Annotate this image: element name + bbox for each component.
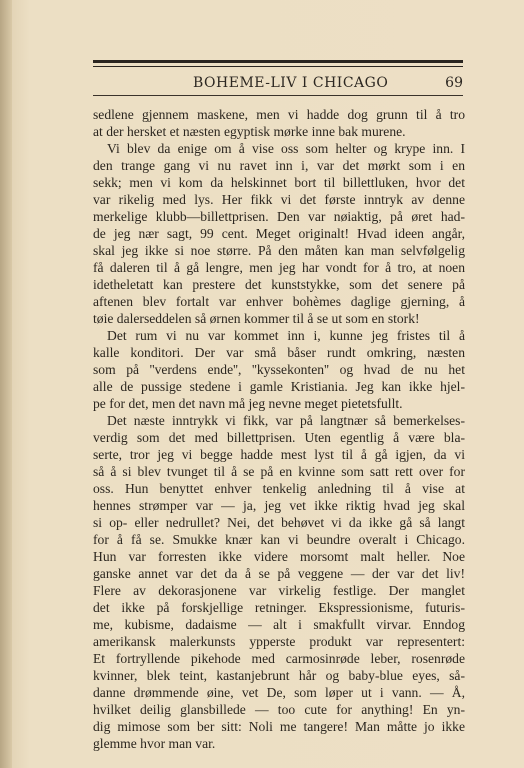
text-line: Det rum vi nu var kommet inn i, kunne jeg fristes til å <box>107 328 465 343</box>
text-line: hennes strømper var — ja, jeg vet ikke riktig hvad jeg skal <box>93 498 465 513</box>
header-rule-thin <box>93 66 463 67</box>
text-line: si op- eller nedrullet? Nei, det behøvet vi da ikke gå så langt <box>93 515 465 530</box>
text-line: sedlene gjennem maskene, men vi hadde dog grunn til å tro <box>93 107 465 122</box>
text-line: ganske annet var det da å se på veggene — der var det liv! <box>93 566 465 581</box>
text-line: var rikelig med lys. Her fikk vi det første inntryk av denne <box>93 192 465 207</box>
running-head-rule <box>93 95 463 96</box>
text-line: oss. Hun benyttet enhver tenkelig anledning til å vise at <box>93 481 465 496</box>
text-line: verdig som det med billettprisen. Uten egentlig å være bla- <box>93 430 465 445</box>
page-number: 69 <box>445 75 463 91</box>
text-line: det ikke på forskjellige retninger. Ekspressionisme, futuris- <box>93 600 465 615</box>
text-line: Flere av dekorasjonene var virkelig festlige. Der manglet <box>93 583 465 598</box>
text-line: skal jeg ikke si noe større. På den måten kan man selvfølgelig <box>93 243 465 258</box>
text-line: pe for det, men det navn må jeg nevne meget pietetsfullt. <box>93 396 403 411</box>
text-line: Hun var forresten ikke videre morsomt malt heller. Noe <box>93 549 465 564</box>
text-line: glemme hvor man var. <box>93 736 216 751</box>
running-title: BOHEME-LIV I CHICAGO <box>193 75 389 91</box>
text-line: kalle konditori. Der var små båser rundt omkring, næsten <box>93 345 465 360</box>
text-line: Et fortryllende pikehode med carmosinrøde leber, rosenrøde <box>93 651 465 666</box>
text-line: sekk; men vi kom da helskinnet bort til billettluken, hvor det <box>93 175 465 190</box>
text-line: amerikansk malerkunsts ypperste produkt var representert: <box>93 634 465 649</box>
text-line: alle de pussige stedene i gamle Kristiania. Jeg kan ikke hjel- <box>93 379 465 394</box>
text-line: at der hersket et næsten egyptisk mørke inne bak murene. <box>93 124 406 139</box>
body-text <box>93 106 465 752</box>
header-rule-thick <box>93 60 463 63</box>
text-line: kvinner, blek teint, kastanjebrunt hår og baby-blue eyes, så- <box>93 668 465 683</box>
text-line: så å si blev tvunget til å se på en kvinne som satt rett over for <box>93 464 465 479</box>
text-line: Vi blev da enige om å vise oss som helter og krype inn. I <box>107 141 465 156</box>
text-line: hvilket deilig glansbillede — too cute for anything! En yn- <box>93 702 465 717</box>
text-line: tøie dalerseddelen så ørnen kommer til å se ut som en stork! <box>93 311 420 326</box>
text-line: aftenen blev fortalt var enhver bohèmes daglige gjerning, å <box>93 294 465 309</box>
page-gutter <box>0 0 12 768</box>
text-line: få daleren til å gå lengre, men jeg har vondt for å tro, at noen <box>93 260 465 275</box>
text-line: idetheletatt kan prestere det kunststykke, som det senere på <box>93 277 465 292</box>
text-line: Det næste inntrykk vi fikk, var på langtnær så bemerkelses- <box>107 413 465 428</box>
text-line: dig mimose som ber sitt: Noli me tangere! Man måtte jo ikke <box>93 719 465 734</box>
text-line: for å få se. Smukke knær kan vi beundre overalt i Chicago. <box>93 532 465 547</box>
text-line: merkelige klubb—billettprisen. Den var nøiaktig, på øret had- <box>93 209 465 224</box>
text-line: som på ''verdens ende'', ''kyssekonten'' og hvad de nu het <box>93 362 465 377</box>
text-line: den trange gang vi nu ravet inn i, var det mørkt som i en <box>93 158 465 173</box>
text-line: de jeg nær sagt, 99 cent. Meget originalt! Hvad ideen angår, <box>93 226 465 241</box>
text-line: me, kubisme, dadaisme — alt i smakfullt virvar. Enndog <box>93 617 465 632</box>
text-line: danne drømmende øine, vet De, som løper ut i vann. — Å, <box>93 685 465 700</box>
running-head <box>93 75 463 97</box>
text-line: serte, tror jeg vi begge hadde mest lyst til å gå igjen, da vi <box>93 447 465 462</box>
